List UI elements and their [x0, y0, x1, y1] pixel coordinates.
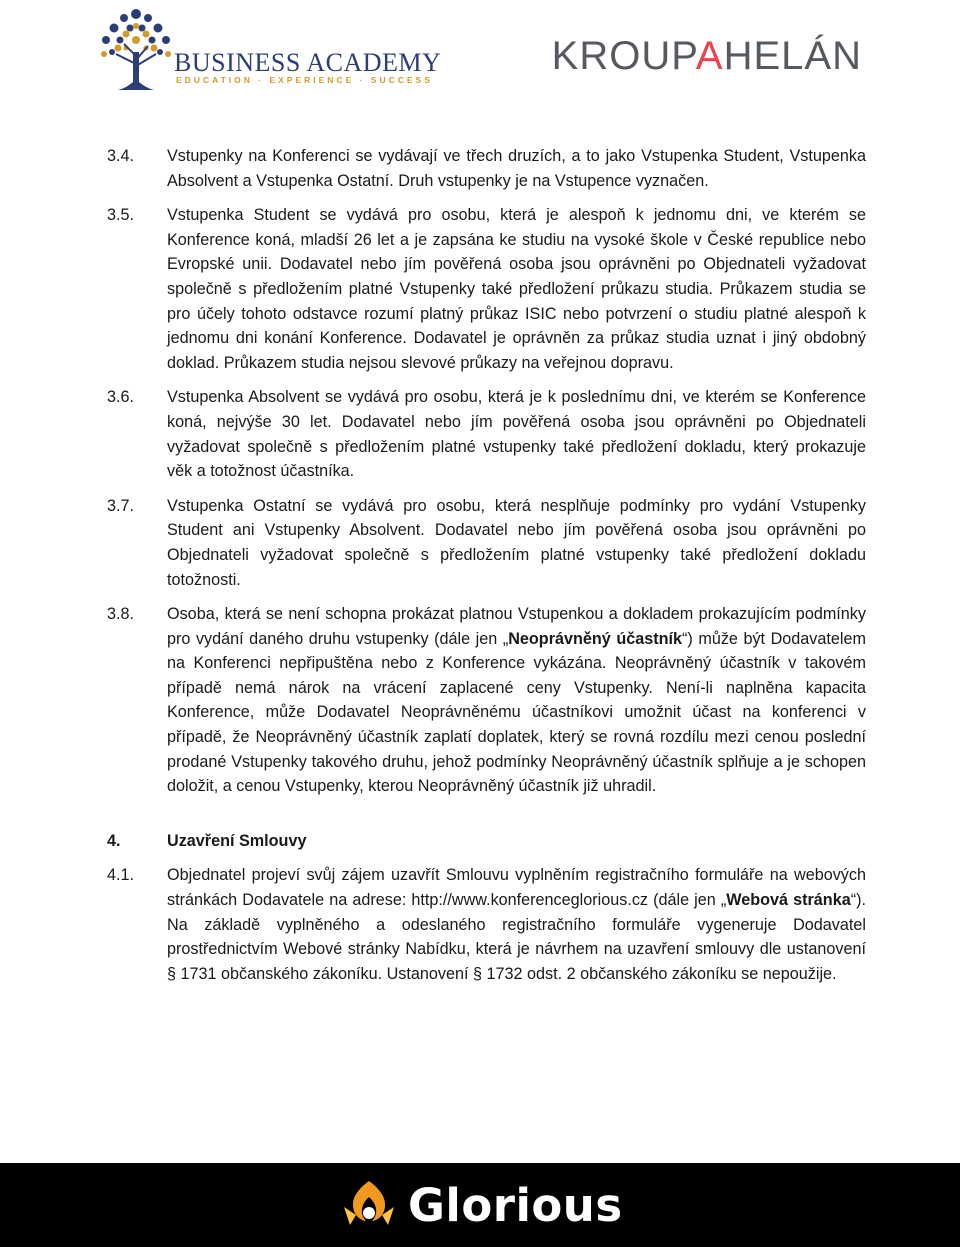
- clause-4-1: [107, 863, 866, 986]
- defined-term: Neoprávněný účastník: [508, 629, 682, 648]
- kroupahelan-logo-part1: KROUP: [551, 34, 696, 78]
- clause-3-6: [107, 385, 866, 483]
- glorious-wordmark: Glorious: [408, 1178, 623, 1232]
- clause-number: 3.6.: [107, 388, 135, 407]
- glorious-flame-icon: [336, 1177, 402, 1233]
- clause-number: 4.1.: [107, 866, 135, 885]
- clause-number: 3.7.: [107, 496, 135, 515]
- kroupahelan-logo-part2: HELÁN: [723, 34, 862, 78]
- heading-number: 4.: [107, 831, 121, 850]
- clause-3-5: [107, 203, 866, 375]
- clause-number: 3.5.: [107, 206, 135, 225]
- business-academy-name: BUSINESS ACADEMY: [174, 48, 442, 77]
- glorious-logo: [336, 1177, 623, 1233]
- tree-logo-icon: [96, 4, 176, 100]
- business-academy-logo: [96, 4, 442, 100]
- defined-term: Webová stránka: [726, 891, 851, 910]
- kroupahelan-logo: [552, 34, 862, 79]
- clause-text: Vstupenka Absolvent se vydává pro osobu, která je k poslednímu dni, ve kterém se Konference koná, nejvýše 30 let. Dodavatel nebo jím pověřená osoba jsou oprávněni po Objednateli vyžadovat společně s předložením platné vstupenky také předložení dokladu, který prokazuje věk a totožnost účastníka.: [167, 388, 866, 481]
- clause-text: Objednatel projeví svůj zájem uzavřít Smlouvu vyplněním registračního formuláře na webových stránkách Dodavatele na adrese: http://www.konferenceglorious.cz (dále jen „Webová stránka“). Na základě vyplněného a odeslaného registračního formuláře vygeneruje Dodavatel prostřednictvím Webové stránky Nabídku, která je návrhem na uzavření smlouvy dle ustanovení § 1731 občanského zákoníku. Ustanovení § 1732 odst. 2 občanského zákoníku se nepoužije.: [167, 866, 866, 983]
- section-heading: [107, 829, 866, 854]
- page-footer: [0, 1163, 960, 1247]
- business-academy-tagline: EDUCATION · EXPERIENCE · SUCCESS: [176, 75, 433, 85]
- clause-3-8: [107, 602, 866, 799]
- page-header: [0, 0, 960, 110]
- clause-text: Vstupenky na Konferenci se vydávají ve třech druzích, a to jako Vstupenka Student, Vstupenka Absolvent a Vstupenka Ostatní. Druh vstupenky je na Vstupence vyznačen.: [167, 147, 866, 190]
- clause-text: Osoba, která se není schopna prokázat platnou Vstupenkou a dokladem prokazujícím podmínky pro vydání daného druhu vstupenky (dále jen „Neoprávněný účastník“) může být Dodavatelem na Konferenci nepřipuštěna nebo z Konference vykázána. Neoprávněný účastník v takovém případě nemá nárok na vrácení zaplacené ceny Vstupenky. Není-li naplněna kapacita Konference, může Dodavatel Neoprávněnému účastníkovi umožnit účast na konferenci v případě, že Neoprávněný účastník zaplatí doplatek, který se rovná rozdílu mezi cenou poslední prodané Vstupenky takového druhu, jehož podmínky Neoprávněný účastník splňuje a je schopen doložit, a cenou Vstupenky, kterou Neoprávněný účastník již uhradil.: [167, 605, 866, 796]
- document-body: [107, 144, 866, 996]
- clause-3-7: [107, 494, 866, 592]
- heading-title: Uzavření Smlouvy: [167, 831, 307, 850]
- clause-text: Vstupenka Student se vydává pro osobu, která je alespoň k jednomu dni, ve kterém se Konference koná, mladší 26 let a je zapsána ke studiu na vysoké škole v České republice nebo Evropské unii. Dodavatel nebo jím pověřená osoba jsou oprávněni po Objednateli vyžadovat společně s předložením platné Vstupenky také předložení průkazu studia. Průkazem studia se pro účely tohoto odstavce rozumí platný průkaz ISIC nebo potvrzení o studiu platné alespoň k jednomu dni konání Konference. Dodavatel je oprávněn za průkaz studia uznat i jiný obdobný doklad. Průkazem studia nejsou slevové průkazy na veřejnou dopravu.: [167, 206, 866, 372]
- clause-number: 3.8.: [107, 605, 135, 624]
- kroupahelan-logo-accent: A: [695, 34, 724, 78]
- clause-text: Vstupenka Ostatní se vydává pro osobu, která nesplňuje podmínky pro vydání Vstupenky Student ani Vstupenky Absolvent. Dodavatel nebo jím pověřená osoba jsou oprávněni po Objednateli vyžadovat společně s předložením platné vstupenky také předložení dokladu totožnosti.: [167, 496, 866, 589]
- clause-number: 3.4.: [107, 147, 135, 165]
- clause-3-4: [107, 144, 866, 193]
